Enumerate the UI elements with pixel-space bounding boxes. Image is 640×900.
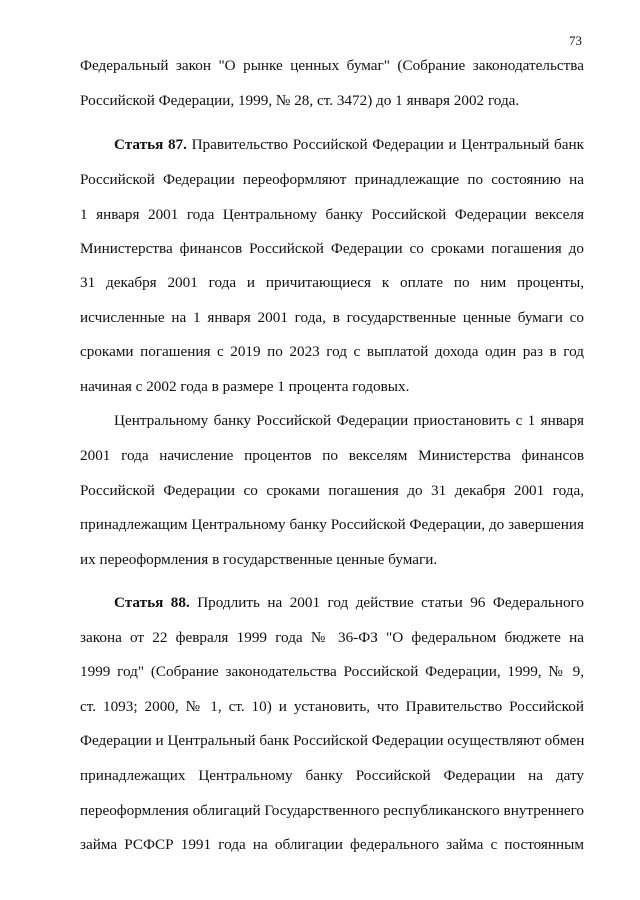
article-88-label: Статья 88. bbox=[114, 594, 190, 611]
text-line: Центральному банку Российской Федерации приостановить с 1 января bbox=[114, 412, 584, 429]
text-line: принадлежащим Центральному банку Российской Федерации, до завершения bbox=[80, 516, 584, 533]
text-line: Российской Федерации, 1999, № 28, ст. 3472) до 1 января 2002 года. bbox=[80, 92, 520, 109]
article-87-first-line bbox=[114, 135, 584, 155]
article-88-first-line bbox=[114, 593, 584, 613]
text-line: закона от 22 февраля 1999 года № 36-ФЗ "О федеральном бюджете на bbox=[80, 629, 584, 646]
text-fragment: Правительство Российской Федерации и Центральный банк bbox=[191, 136, 584, 153]
text-line: 2001 года начисление процентов по векселям Министерства финансов bbox=[80, 447, 584, 464]
text-line: принадлежащих Центральному банку Российской Федерации на дату bbox=[80, 767, 584, 784]
text-line: Федерации и Центральный банк Российской Федерации осуществляют обмен bbox=[80, 732, 584, 749]
text-line: Федеральный закон "О рынке ценных бумаг" (Собрание законодательства bbox=[80, 57, 584, 74]
article-87-label: Статья 87. bbox=[114, 136, 187, 153]
text-line: Министерства финансов Российской Федерации со сроками погашения до bbox=[80, 240, 584, 257]
text-line: Российской Федерации со сроками погашения до 31 декабря 2001 года, bbox=[80, 482, 584, 499]
text-line: исчисленные на 1 января 2001 года, в государственные ценные бумаги со bbox=[80, 309, 584, 326]
text-line: переоформления облигаций Государственного республиканского внутреннего bbox=[80, 802, 584, 819]
text-line: их переоформления в государственные ценные бумаги. bbox=[80, 551, 438, 568]
page-number: 73 bbox=[569, 33, 582, 48]
text-line: 1 января 2001 года Центральному банку Российской Федерации векселя bbox=[80, 206, 584, 223]
text-fragment: Продлить на 2001 год действие статьи 96 Федерального bbox=[197, 594, 584, 611]
text-line: ст. 1093; 2000, № 1, ст. 10) и установить, что Правительство Российской bbox=[80, 698, 584, 715]
text-line: 31 декабря 2001 года и причитающиеся к оплате по ним проценты, bbox=[80, 274, 584, 291]
text-line: займа РСФСР 1991 года на облигации федерального займа с постоянным bbox=[80, 836, 584, 853]
text-line: начиная с 2002 года в размере 1 процента годовых. bbox=[80, 378, 410, 395]
text-line: сроками погашения с 2019 по 2023 год с выплатой дохода один раз в год bbox=[80, 343, 584, 360]
text-line: 1999 год" (Собрание законодательства Российской Федерации, 1999, № 9, bbox=[80, 663, 584, 680]
text-line: Российской Федерации переоформляют принадлежащие по состоянию на bbox=[80, 171, 584, 188]
